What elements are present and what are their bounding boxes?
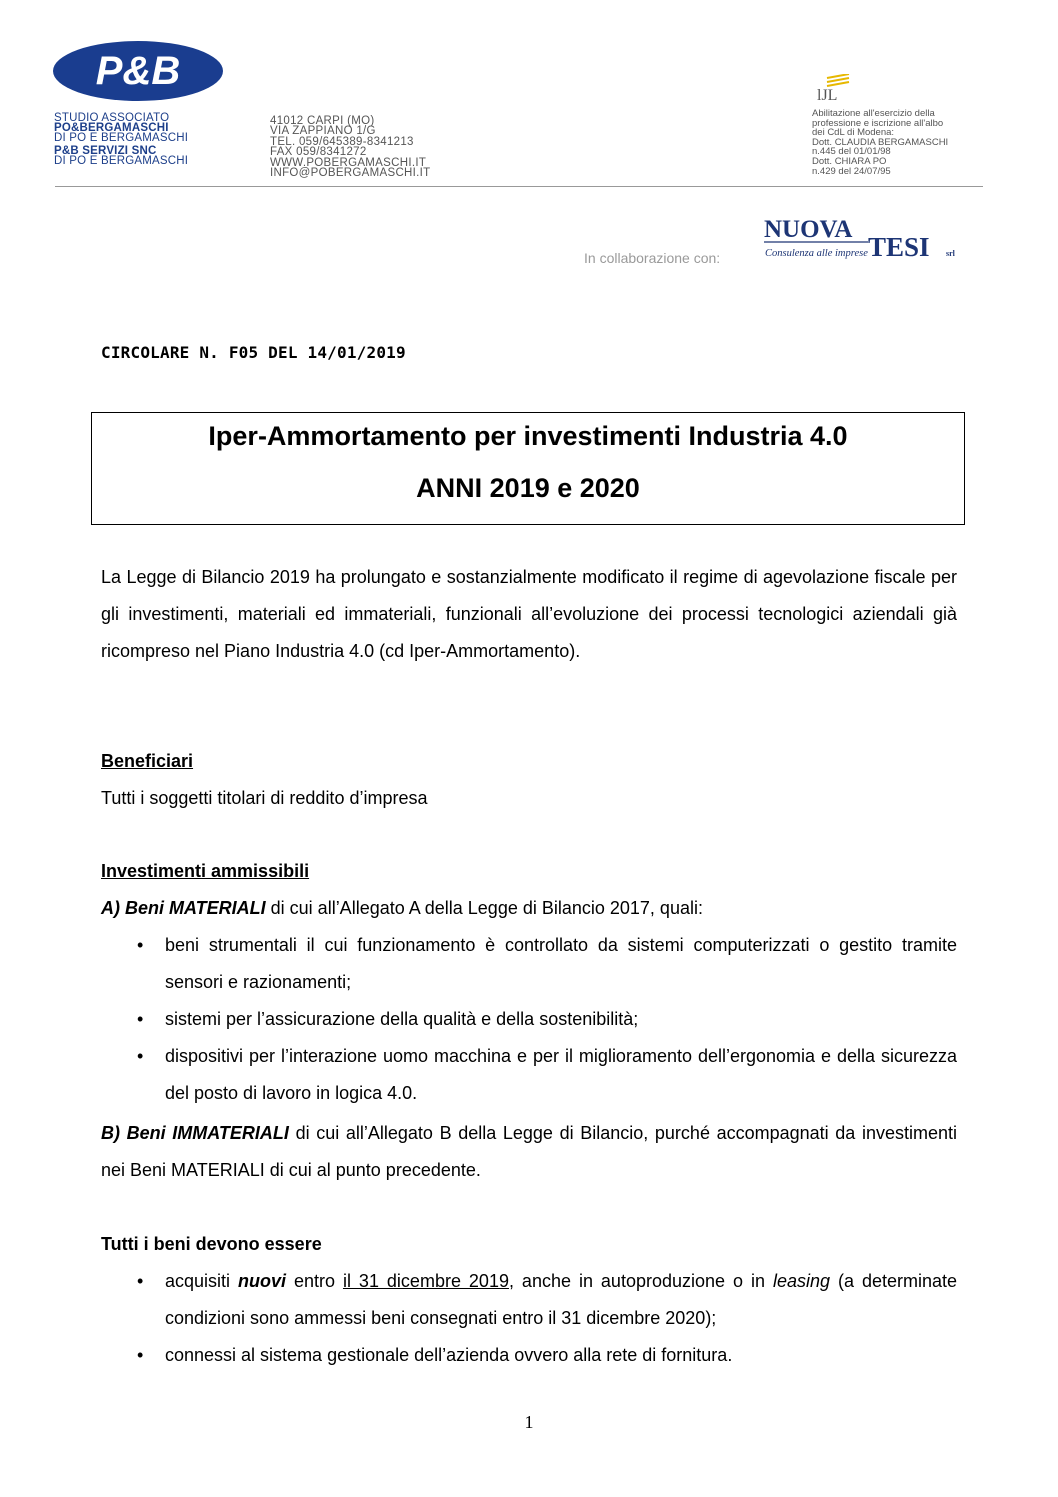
- cdl-logo: [815, 74, 855, 104]
- list-item-text: , anche in autoproduzione o in: [508, 1271, 773, 1291]
- investimenti-heading: Investimenti ammissibili: [101, 861, 310, 881]
- beneficiari-text: Tutti i soggetti titolari di reddito d’impresa: [101, 788, 428, 808]
- cdl-line: Dott. CHIARA PO: [812, 155, 887, 167]
- studio-line: P&B SERVIZI SNC: [54, 145, 157, 157]
- deadline-date: il 31 dicembre 2019: [342, 1271, 509, 1291]
- nuova-tesi-logo: [762, 212, 958, 264]
- title-line-2: ANNI 2019 e 2020: [416, 473, 640, 503]
- studio-line: DI PO E BERGAMASCHI: [54, 132, 189, 144]
- page-number: 1: [524, 1412, 534, 1432]
- bullet-icon: •: [137, 1345, 144, 1365]
- tutti-list: [101, 1263, 957, 1374]
- address-block: [270, 116, 430, 178]
- address-line: 41012 CARPI (MO): [270, 115, 375, 127]
- nuova-tesi-word2: TESI: [868, 232, 930, 262]
- cdl-line: Abilitazione all'esercizio della: [812, 108, 935, 119]
- beni-immateriali-label: B) Beni IMMATERIALI: [101, 1123, 289, 1143]
- list-item: [101, 1263, 957, 1337]
- cdl-block: [812, 109, 948, 176]
- title-line-1: Iper-Ammortamento per investimenti Industria 4.0: [208, 421, 848, 451]
- beneficiari-heading: Beneficiari: [101, 751, 194, 771]
- pb-logo-text: P&B: [95, 49, 181, 93]
- leasing-emphasis: leasing: [772, 1271, 830, 1291]
- address-line: VIA ZAPPIANO 1/G: [270, 125, 376, 138]
- beni-immateriali-text: di cui all’Allegato B della Legge di Bilancio, purché accompagnati da investimenti nei Beni MATERIALI di cui al punto precedente.: [101, 1123, 957, 1180]
- collab-label: In collaborazione con:: [584, 250, 721, 266]
- header-divider: [55, 186, 983, 187]
- list-item-text: acquisiti: [165, 1271, 238, 1291]
- studio-line: STUDIO ASSOCIATO: [54, 112, 170, 124]
- cdl-line: Dott. CLAUDIA BERGAMASCHI: [812, 136, 949, 148]
- address-line: INFO@POBERGAMASCHI.IT: [270, 167, 431, 180]
- cdl-line: n.429 del 24/07/95: [812, 165, 891, 177]
- list-item-text: sistemi per l’assicurazione della qualità e della sostenibilità;: [165, 1009, 639, 1029]
- cdl-line: dei CdL di Modena:: [812, 127, 895, 139]
- cdl-logo-text: lJL: [817, 87, 838, 104]
- list-item: [101, 1337, 957, 1374]
- circolare-number: CIRCOLARE N. F05 DEL 14/01/2019: [101, 343, 406, 362]
- list-item-text: entro: [286, 1271, 343, 1291]
- beni-materiali-list: [101, 927, 957, 1112]
- address-line: WWW.POBERGAMASCHI.IT: [270, 156, 427, 169]
- nuova-tesi-suffix: srl: [946, 249, 955, 258]
- bullet-icon: •: [137, 1009, 144, 1029]
- pb-logo: [52, 40, 224, 102]
- cdl-line: professione e iscrizione all'albo: [812, 117, 944, 129]
- beni-materiali-intro: [101, 890, 703, 927]
- intro-paragraph: La Legge di Bilancio 2019 ha prolungato e sostanzialmente modificato il regime di agevolazione fiscale per gli investimenti, materiali ed immateriali, funzionali all’evoluzione dei processi tecnologici aziendali già ricompreso nel Piano Industria 4.0 (cd Iper-Ammortamento).: [101, 567, 957, 661]
- studio-line: PO&BERGAMASCHI: [54, 122, 169, 134]
- list-item: [101, 1001, 957, 1038]
- beni-materiali-label: A) Beni MATERIALI: [101, 898, 266, 918]
- nuova-tesi-tagline: Consulenza alle imprese: [765, 248, 868, 259]
- studio-line: DI PO E BERGAMASCHI: [54, 155, 189, 167]
- beni-materiali-text: di cui all’Allegato A della Legge di Bilancio 2017, quali:: [265, 898, 703, 918]
- title-box: [91, 412, 965, 525]
- list-item: [101, 1038, 957, 1112]
- studio-block: [54, 113, 188, 166]
- list-item: [101, 927, 957, 1001]
- cdl-line: n.445 del 01/01/98: [812, 146, 891, 158]
- bullet-icon: •: [137, 1271, 144, 1291]
- nuovi-emphasis: nuovi: [238, 1271, 286, 1291]
- list-item-text: connessi al sistema gestionale dell’azienda ovvero alla rete di fornitura.: [165, 1345, 733, 1365]
- list-item-text: beni strumentali il cui funzionamento è controllato da sistemi computerizzati o gestito tramite sensori e razionamenti;: [165, 935, 957, 992]
- beni-immateriali-paragraph: [101, 1115, 957, 1189]
- bullet-icon: •: [137, 1046, 144, 1066]
- bullet-icon: •: [137, 935, 144, 955]
- tutti-heading: Tutti i beni devono essere: [101, 1234, 322, 1254]
- address-line: FAX 059/8341272: [270, 146, 367, 159]
- list-item-text: dispositivi per l’interazione uomo macchina e per il miglioramento dell’ergonomia e della sicurezza del posto di lavoro in logica 4.0.: [165, 1046, 957, 1103]
- list-item-text: (a determinate condizioni sono ammessi beni consegnati entro il 31 dicembre 2020);: [165, 1271, 957, 1328]
- nuova-tesi-word1: NUOVA: [764, 216, 853, 243]
- address-line: TEL. 059/645389-8341213: [270, 135, 414, 148]
